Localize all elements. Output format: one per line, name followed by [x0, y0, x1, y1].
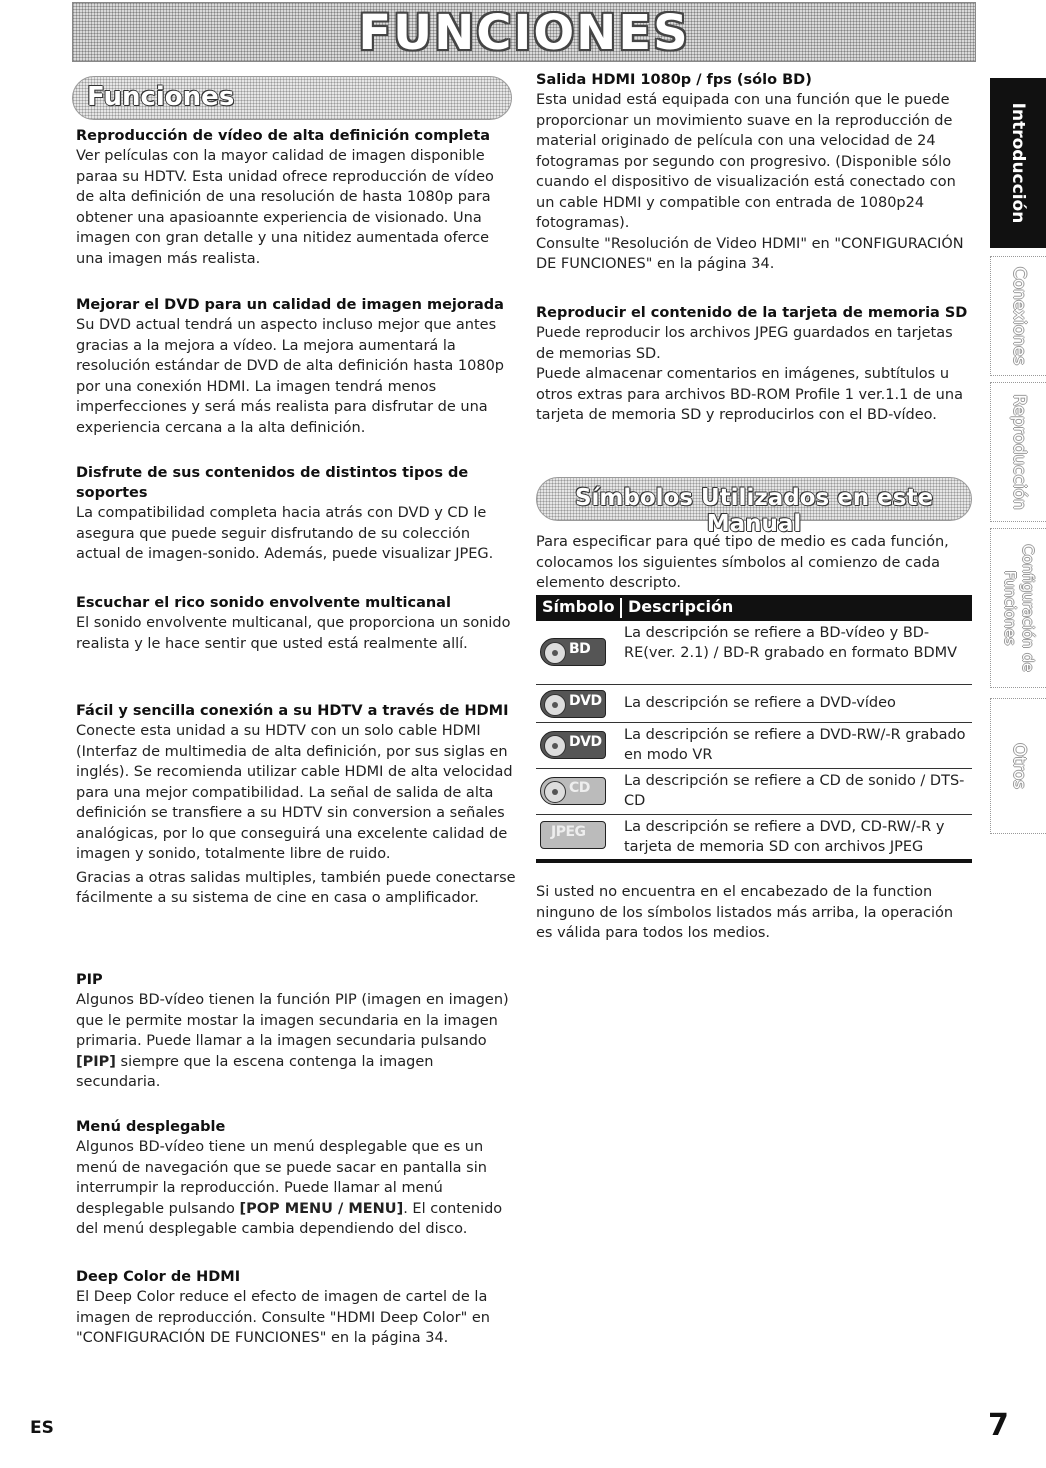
section-body: El sonido envolvente multicanal, que proporciona un sonido realista y le hace sentir que usted está realmente allí.	[76, 615, 511, 652]
section-header-label: Símbolos Utilizados en este Manual	[574, 485, 934, 537]
tab-label: Introducción	[1008, 102, 1028, 224]
section-hdmi-1080p	[536, 70, 972, 275]
tab-reproduccion[interactable]	[990, 382, 1046, 522]
symbols-table	[536, 595, 972, 863]
page-number: 7	[988, 1408, 1009, 1443]
section-surround	[76, 593, 516, 654]
section-body: Algunos BD-vídeo tiene un menú desplegable que es un menú de navegación que se puede sacar en pantalla sin interrumpir la reproducción. Puede llamar al menú desplegable pulsando [POP MENU / MENU]. El contenido del menú desplegable cambia dependiendo del disco.	[76, 1139, 503, 1237]
row-description: La descripción se refiere a DVD, CD-RW/-R y tarjeta de memoria SD con archivos JPEG	[624, 819, 945, 855]
tab-otros[interactable]	[990, 698, 1046, 834]
page-title: FUNCIONES	[358, 5, 690, 61]
section-title: Fácil y sencilla conexión a su HDTV a través de HDMI	[76, 703, 509, 719]
section-title: Escuchar el rico sonido envolvente multicanal	[76, 595, 451, 611]
section-body: Puede reproducir los archivos JPEG guardados en tarjetas de memorias SD.	[536, 325, 953, 362]
section-body: Conecte esta unidad a su HDTV con un solo cable HDMI (Interfaz de multimedia de alta definición, por sus siglas en inglés). Se recomienda utilizar cable HDMI de alta velocidad para una mejor compatibilidad. La señal de salida de alta definición se transfiere a su HDTV sin conversion a señales analógicas, por lo que conseguirá una excelente calidad de imagen y sonido, totalmente libre de ruido.	[76, 723, 513, 862]
bd-video-icon: BD	[540, 638, 606, 666]
section-title: Deep Color de HDMI	[76, 1269, 241, 1285]
section-header-funciones	[72, 76, 512, 120]
section-body-extra: Puede almacenar comentarios en imágenes, subtítulos u otros extras para archivos BD-ROM Profile 1 ver.1.1 de una tarjeta de memoria SD y reproducirlos con el BD-vídeo.	[536, 366, 963, 423]
section-body-extra: Gracias a otras salidas multiples, también puede conectarse fácilmente a su sistema de cine en casa o amplificador.	[76, 869, 516, 906]
section-title: Disfrute de sus contenidos de distintos tipos de soportes	[76, 465, 469, 501]
section-body-extra: Consulte "Resolución de Video HDMI" en "CONFIGURACIÓN DE FUNCIONES" en la página 34.	[536, 235, 964, 272]
table-row	[536, 723, 972, 769]
key-pip: [PIP]	[76, 1053, 116, 1070]
simbolos-intro: Para especificar para qué tipo de medio es cada función, colocamos los siguientes símbolos al comienzo de cada elemento descripto.	[536, 534, 949, 591]
section-title: Menú desplegable	[76, 1119, 226, 1135]
section-title: Reproducir el contenido de la tarjeta de memoria SD	[536, 305, 968, 321]
tab-configuracion[interactable]	[990, 528, 1046, 688]
section-title: Reproducción de vídeo de alta definición completa	[76, 128, 491, 144]
footer-language: ES	[30, 1418, 54, 1438]
section-pip	[76, 970, 516, 1093]
table-row	[536, 685, 972, 723]
dvd-vr-icon: DVD	[540, 731, 606, 759]
section-hdmi-connection	[76, 701, 516, 909]
table-header	[536, 595, 972, 621]
section-body: Algunos BD-vídeo tienen la función PIP (imagen en imagen) que le permite mostar la imagen secundaria en la imagen primaria. Puede llamar a la imagen secundaria pulsando [PIP] siempre que la escena contenga la imagen secundaria.	[76, 992, 509, 1090]
column-header-description: Descripción	[628, 597, 734, 616]
section-dvd-upscale	[76, 295, 516, 438]
section-body: Su DVD actual tendrá un aspecto incluso mejor que antes gracias a la mejora a vídeo. La mejora aumentará la resolución estándar de DVD de alta definición hasta 1080p por una conexión HDMI. La imagen tendrá menos imperfecciones y será más realista para disfrutar de una experiencia cercana a la alta definición.	[76, 317, 505, 436]
key-pop-menu: [POP MENU / MENU]	[239, 1200, 404, 1217]
section-popup-menu	[76, 1117, 516, 1240]
row-description: La descripción se refiere a CD de sonido / DTS-CD	[624, 773, 965, 809]
table-row	[536, 769, 972, 815]
section-sd-card	[536, 303, 972, 426]
section-title: Salida HDMI 1080p / fps (sólo BD)	[536, 72, 812, 88]
section-body: La compatibilidad completa hacia atrás con DVD y CD le asegura que puede seguir disfrutando de su colección actual de imagen-sonido. Además, puede visualizar JPEG.	[76, 505, 494, 562]
table-row	[536, 621, 972, 685]
simbolos-note: Si usted no encuentra en el encabezado de la function ninguno de los símbolos listados más arriba, la operación es válida para todos los medios.	[536, 884, 954, 941]
row-description: La descripción se refiere a DVD-RW/-R grabado en modo VR	[624, 727, 966, 763]
section-media-support	[76, 463, 516, 565]
section-body: El Deep Color reduce el efecto de imagen de cartel de la imagen de reproducción. Consulte "HDMI Deep Color" en "CONFIGURACIÓN DE FUNCIONES" en la página 34.	[76, 1289, 491, 1346]
row-description: La descripción se refiere a DVD-vídeo	[624, 695, 896, 711]
tab-label: Configuración de Funciones	[1000, 544, 1037, 672]
tab-conexiones[interactable]	[990, 256, 1046, 376]
dvd-video-icon: DVD	[540, 690, 606, 718]
tab-introduccion[interactable]	[990, 78, 1046, 248]
section-title: Mejorar el DVD para un calidad de imagen mejorada	[76, 297, 504, 313]
section-hd-playback	[76, 126, 516, 269]
table-row	[536, 815, 972, 863]
section-header-simbolos	[536, 477, 972, 537]
section-deep-color	[76, 1267, 516, 1349]
tab-label: Reproducción	[1008, 394, 1029, 510]
section-body: Ver películas con la mayor calidad de imagen disponible paraa su HDTV. Esta unidad ofrece reproducción de vídeo de alta definición de una resolución de hasta 1080p para obtener una apasioannte experiencia de visionado. Una imagen con gran detalle y una nitidez aumentada oferce una imagen más realista.	[76, 148, 494, 267]
cd-icon: CD	[540, 777, 606, 805]
page-banner	[72, 2, 976, 62]
row-description: La descripción se refiere a BD-vídeo y BD-RE(ver. 2.1) / BD-R grabado en formato BDMV	[624, 625, 958, 661]
tab-label: Otros	[1008, 743, 1029, 789]
section-header-label: Funciones	[87, 82, 235, 112]
tab-label: Conexiones	[1008, 266, 1029, 366]
section-body: Esta unidad está equipada con una función que le puede proporcionar un movimiento suave en la reproducción de material originado de película con una velocidad de 24 fotogramas por segundo con progresivo. (Disponible sólo cuando el dispositivo de visualización está conectado con un cable HDMI y compatible con entrada de 1080p24 fotogramas).	[536, 92, 956, 231]
section-title: PIP	[76, 972, 103, 988]
jpeg-icon: JPEG	[540, 821, 606, 849]
column-header-symbol: Símbolo	[542, 597, 615, 616]
